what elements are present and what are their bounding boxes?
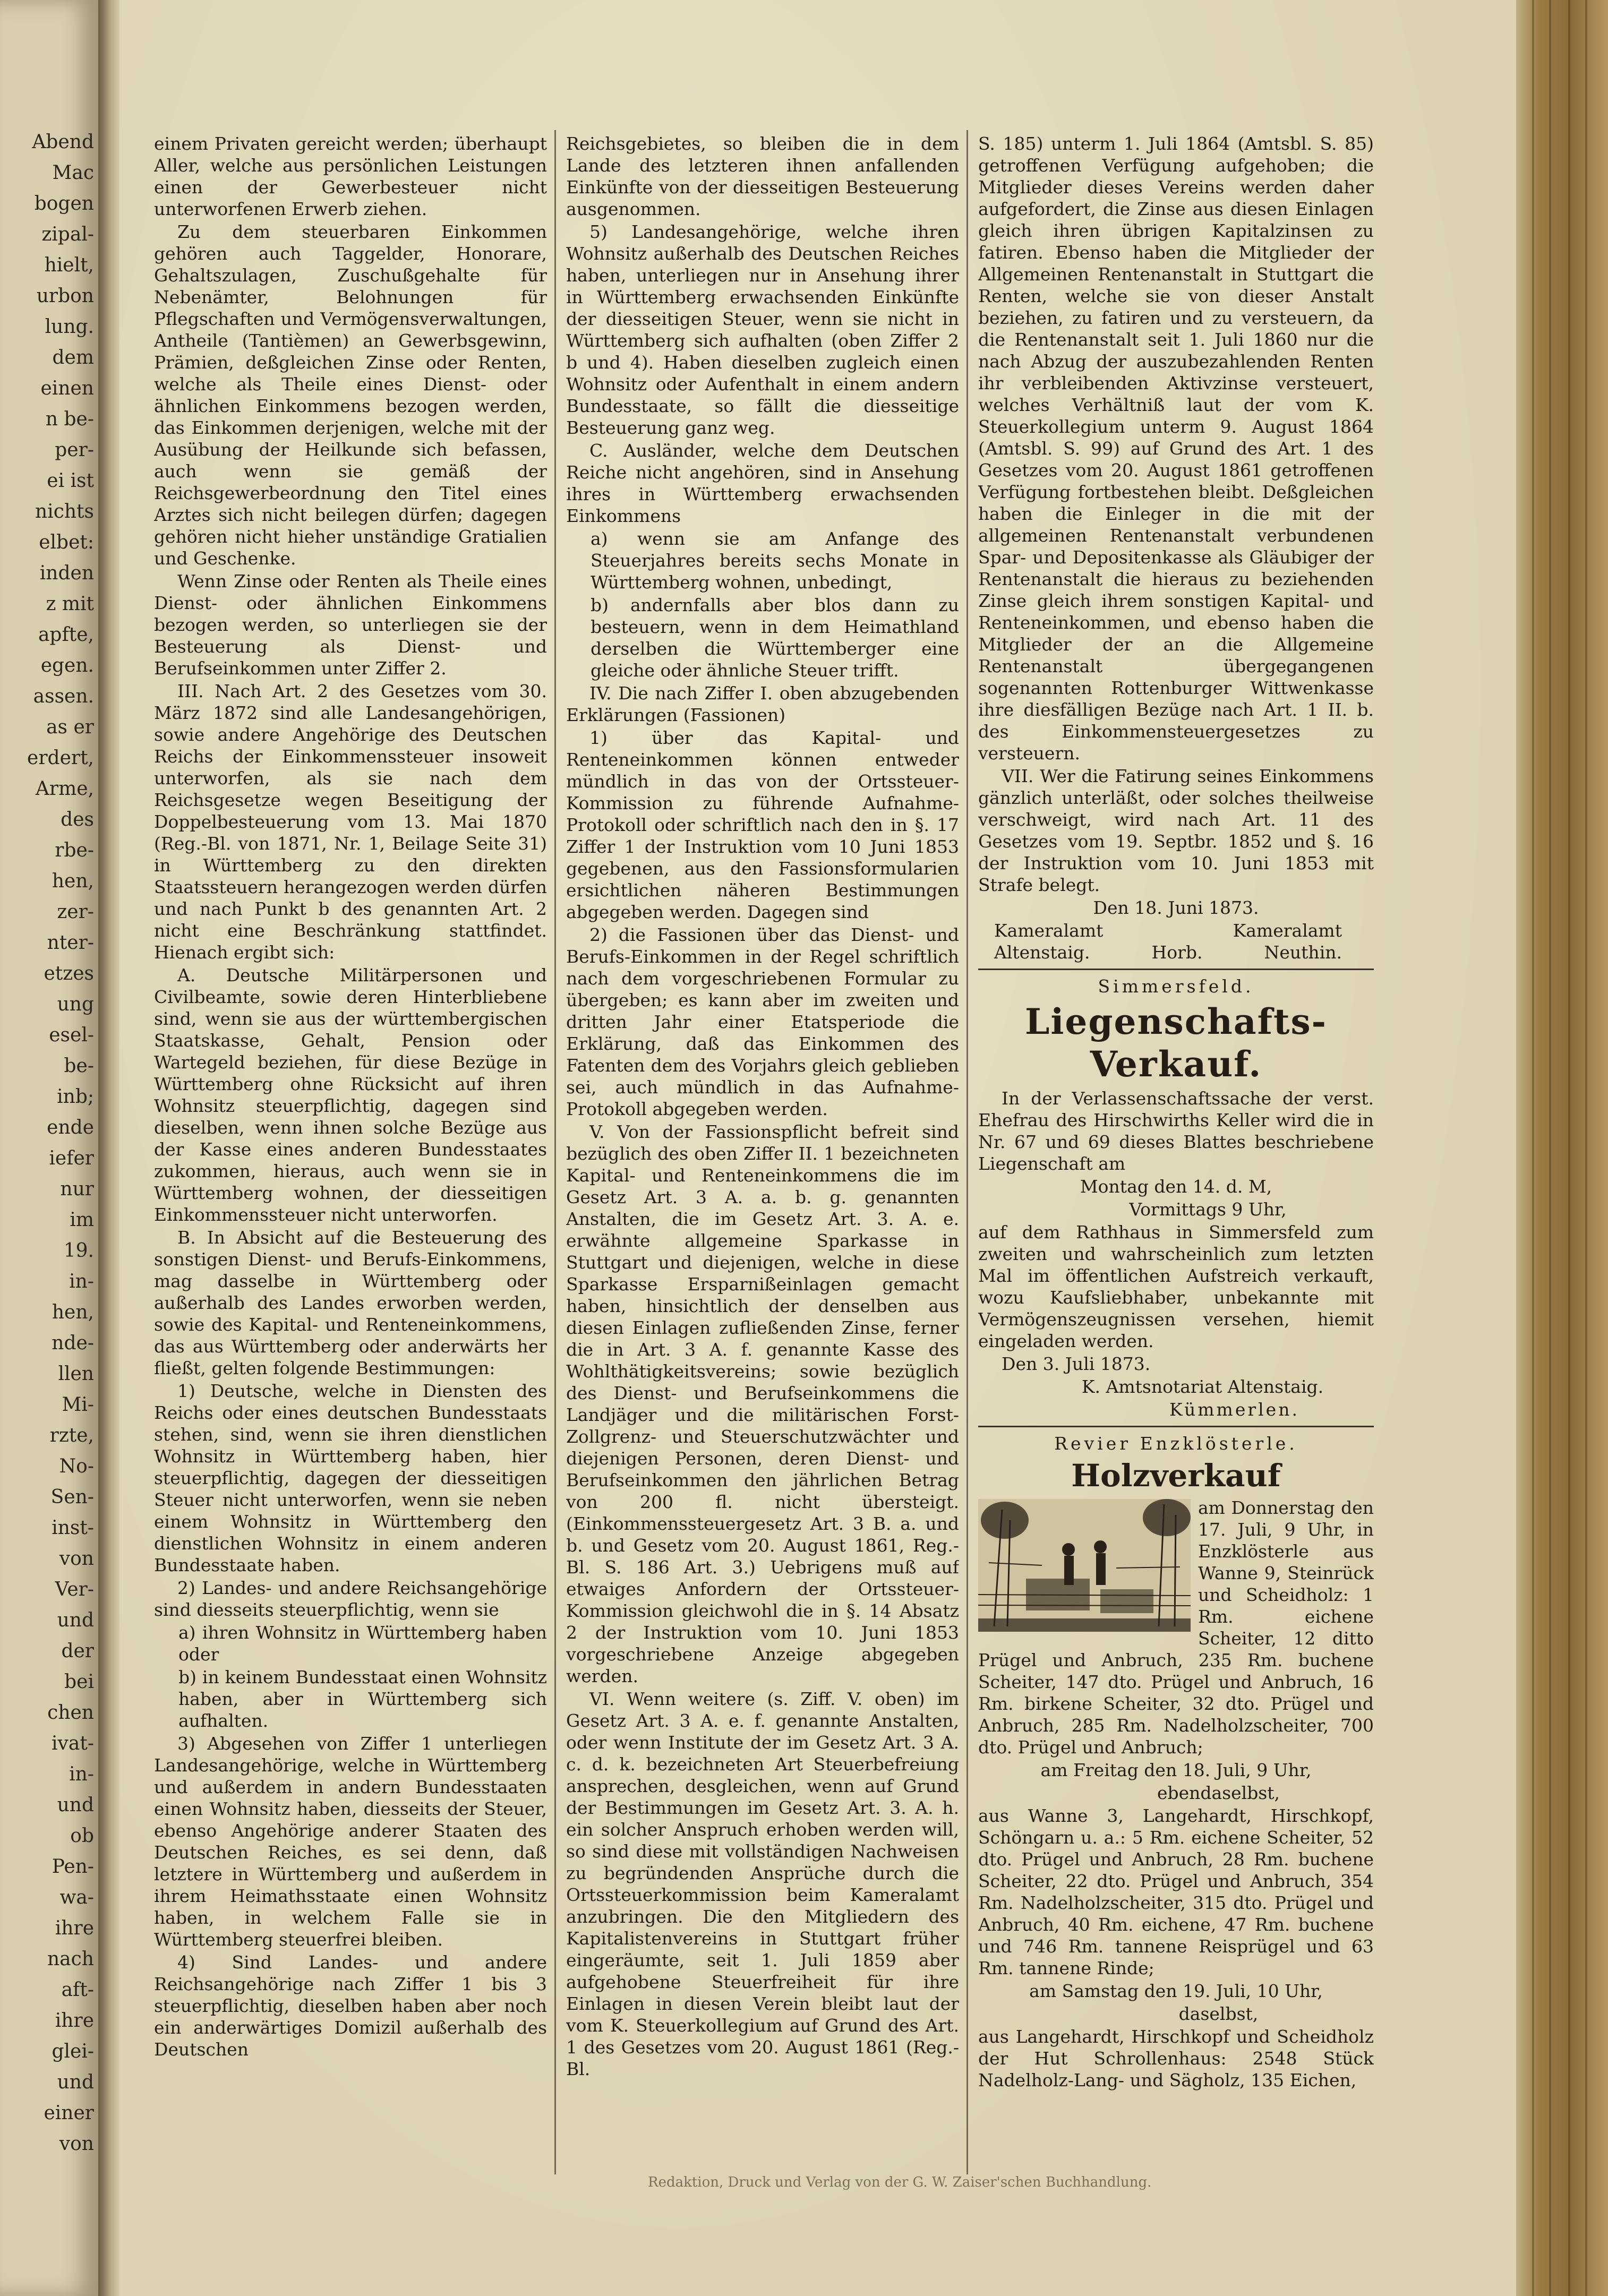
- adjacent-page-fragment: etzes: [44, 963, 94, 984]
- col2-paragraph: 2) die Fassionen über das Dienst- und Berufs-Einkommen in der Regel schriftlich nach dem vorgeschriebenen Formular zu übergeben; es kann aber im zweiten und dritten Jahr einer Etatsperiode die Erklärung, daß das Einkommen des Fatenten dem des Vorjahrs gleich geblieben sei, auch mündlich in das Aufnahme-Protokoll abgegeben werden.: [566, 924, 959, 1119]
- col2-paragraph: 1) über das Kapital- und Renteneinkommen können entweder mündlich in das von der Ortssteuer-Kommission zu führende Aufnahme-Protokoll oder schriftlich nach den in §. 17 Ziffer 1 der Instruktion vom 10 Juni 1853 gegebenen, aus den Fassionsformularien ersichtlichen näheren Bestimmungen abgegeben werden. Dagegen sind: [566, 727, 959, 922]
- col1-paragraph: a) ihren Wohnsitz in Württemberg haben oder: [178, 1622, 547, 1665]
- adjacent-page-fragment: hen,: [52, 1301, 94, 1323]
- column-2: [566, 133, 959, 2172]
- adjacent-page-fragment: und: [57, 1794, 94, 1816]
- col2-paragraph: 5) Landesangehörige, welche ihren Wohnsitz außerhalb des Deutschen Reiches haben, unterliegen nur in Ansehung ihrer in Württemberg erwachsenden Einkünfte der diesseitigen Steuer, wenn sie nicht in Württemberg sich aufhalten (oben Ziffer 2 b und 4). Haben dieselben zugleich einen Wohnsitz oder Aufenthalt in einem andern Bundesstaate, so fällt die diesseitige Besteuerung ganz weg.: [566, 221, 959, 438]
- adjacent-page-fragment: inst-: [52, 1517, 94, 1539]
- col2-paragraph: C. Ausländer, welche dem Deutschen Reiche nicht angehören, sind in Ansehung ihres in Württemberg erwachsenden Einkommens: [566, 440, 959, 526]
- col1-paragraph: 1) Deutsche, welche in Diensten des Reichs oder eines deutschen Bundesstaats stehen, sind, wenn sie ihren dienstlichen Wohnsitz in Württemberg haben, hier steuerpflichtig, dagegen der diesseitigen Steuer nicht unterworfen, wenn sie neben einem Wohnsitz in Württemberg den dienstlichen Wohnsitz in einem anderen Bundesstaate haben.: [154, 1381, 547, 1575]
- adjacent-page-fragment: rzte,: [49, 1425, 94, 1446]
- col2-paragraph: a) wenn sie am Anfange des Steuerjahres bereits sechs Monate in Württemberg wohnen, unbedingt,: [591, 528, 959, 593]
- adjacent-page-fragment: einen: [40, 378, 94, 399]
- adjacent-page-fragment: im: [70, 1209, 94, 1231]
- col3-paragraph: S. 185) unterm 1. Juli 1864 (Amtsbl. S. 85) getroffenen Verfügung aufgehoben; die Mitglieder dieses Vereins werden daher aufgefordert, die Zinse aus diesen Einlagen gleich ihren übrigen Kapitalzinsen zu fatiren. Ebenso haben die Mitglieder der Allgemeinen Rentenanstalt in Stuttgart die Renten, welche sie von dieser Anstalt beziehen, zu fatiren und zu versteuern, da die Rentenanstalt seit 1. Juli 1860 nur die nach Abzug der auszubezahlenden Renten ihr verbleibenden Aktivzinse versteuert, welches Verhältniß laut der vom K. Steuerkollegium unterm 9. August 1864 (Amtsbl. S. 99) auf Grund des Art. 1 des Gesetzes vom 20. August 1861 getroffenen Verfügung fortbestehen bleibt. Deßgleichen haben die Einleger in die mit der allgemeinen Rentenanstalt verbundenen Spar- und Depositenkasse als Gläubiger der Rentenanstalt die hieraus zu beziehenden Zinse gleich ihrem sonstigen Kapital- und Renteneinkommen, und ebenso haben die Mitglieder der an die Allgemeine Rentenanstalt übergegangenen sogenannten Rottenburger Wittwenkasse ihre diesfälligen Bezüge nach Art. 1 II. b. des Einkommensteuergesetzes zu versteuern.: [978, 133, 1374, 764]
- adjacent-page-fragment: ob: [70, 1825, 94, 1847]
- adjacent-page-fragment: 19.: [63, 1240, 94, 1262]
- col1-paragraph: 3) Abgesehen von Ziffer 1 unterliegen Landesangehörige, welche in Württemberg und außerdem in andern Bundesstaaten einen Wohnsitz haben, diesseits der Steuer, ebenso Angehörige anderer Staaten des Deutschen Reiches, es sei denn, daß letztere in Württemberg und außerdem in ihrem Heimathsstaate einen Wohnsitz haben, in welchem Falle sie in Württemberg steuerfrei bleiben.: [154, 1733, 547, 1950]
- adjacent-page-fragment: per-: [55, 439, 94, 461]
- col1-paragraph: B. In Absicht auf die Besteuerung des sonstigen Dienst- und Berufs-Einkommens, mag dasselbe in Württemberg oder außerhalb des Landes erworben werden, sowie des Kapital- und Renteneinkommens, das aus Württemberg oder anderwärts her fließt, gelten folgende Bestimmungen:: [154, 1227, 547, 1378]
- adjacent-page-fragment: iefer: [49, 1147, 94, 1169]
- sign-right-1: Kameralamt: [1233, 920, 1342, 941]
- adjacent-page-fragment: ei ist: [47, 470, 94, 492]
- adjacent-page-fragment: ung: [57, 993, 94, 1015]
- adjacent-page-fragment: dem: [52, 347, 94, 369]
- adjacent-page-fragment: des: [61, 809, 94, 830]
- divider: [978, 969, 1374, 970]
- adjacent-page-fragment: as er: [46, 716, 94, 738]
- adjacent-page-fragment: bogen: [34, 193, 94, 215]
- adjacent-page-fragment: von: [59, 2133, 94, 2155]
- adjacent-page-fragment: von: [59, 1548, 94, 1570]
- signature-block-2: [978, 941, 1374, 963]
- col1-paragraph: 2) Landes- und andere Reichsangehörige sind diesseits steuerpflichtig, wenn sie: [154, 1578, 547, 1620]
- adjacent-page-fragment: Abend: [32, 131, 94, 153]
- adjacent-page-fragment: nichts: [35, 501, 94, 522]
- book-gutter: [98, 0, 119, 2296]
- adjacent-page-fragment: der: [61, 1640, 94, 1662]
- col3-paragraph: am Freitag den 18. Juli, 9 Uhr,: [1040, 1760, 1312, 1780]
- col3-paragraph: ebendaselbst,: [1157, 1783, 1280, 1803]
- column-1: [154, 133, 547, 2172]
- adjacent-page-fragment: apfte,: [38, 624, 94, 646]
- adjacent-page-fragment: ivat-: [52, 1733, 94, 1754]
- notice-date: Den 3. Juli 1873.: [1002, 1353, 1151, 1374]
- adjacent-page-fragment: Mac: [52, 162, 94, 184]
- col3-paragraph: daselbst,: [1178, 2003, 1259, 2024]
- adjacent-page-fragment: und: [57, 2071, 94, 2093]
- adjacent-page-fragment: llen: [58, 1363, 94, 1385]
- adjacent-page-fragment: erdert,: [27, 747, 94, 769]
- adjacent-page-fragment: inb;: [57, 1086, 94, 1108]
- sign-left-1: Kameralamt: [994, 920, 1104, 941]
- adjacent-page-fragment: No-: [59, 1455, 94, 1477]
- adjacent-page-fragment: bei: [64, 1671, 94, 1693]
- sign-left-2: Altenstaig.: [994, 942, 1090, 963]
- notice-place: Simmersfeld.: [1098, 976, 1254, 997]
- adjacent-page-fragment: Pen-: [52, 1856, 94, 1878]
- col2-paragraph: b) andernfalls aber blos dann zu besteuern, wenn in dem Heimathland derselben die Württemberger eine gleiche oder ähnliche Steuer trifft.: [591, 595, 959, 681]
- notice-date: Den 18. Juni 1873.: [1093, 897, 1259, 918]
- col3-paragraph: aus Langehardt, Hirschkopf und Scheidholz der Hut Schrollenhaus: 2548 Stück Nadelholz-Lang- und Sägholz, 135 Eichen,: [978, 2026, 1374, 2091]
- adjacent-page-fragment: be-: [64, 1055, 94, 1077]
- col1-paragraph: Zu dem steuerbaren Einkommen gehören auch Taggelder, Honorare, Gehaltszulagen, Zuschußgehalte für Nebenämter, Belohnungen für Pflegschaften und Vermögensverwaltungen, Antheile (Tantièmen) an Gewerbsgewinn, Prämien, deßgleichen Zinse oder Renten, welche als Theile eines Dienst- oder ähnlichen Einkommens bezogen werden, das Einkommen derjenigen, welche mit der Ausübung der Heilkunde sich befassen, auch wenn sie gemäß der Reichsgewerbeordnung den Titel eines Arztes sich nicht beilegen dürfen; dagegen gehören nicht hieher unständige Gratialien und Geschenke.: [154, 221, 547, 569]
- adjacent-page-fragment: Sen-: [50, 1486, 94, 1508]
- col3-paragraph: aus Wanne 3, Langehardt, Hirschkopf, Schöngarn u. a.: 5 Rm. eichene Scheiter, 52 dto. Prügel und Anbruch, 28 Rm. buchene Scheiter, 22 dto. Prügel und Anbruch, 354 Rm. Nadelholzscheiter, 315 dto. Prügel und Anbruch, 40 Rm. eichene, 47 Rm. buchene und 746 Rm. tannene Reisprügel und 63 Rm. tannene Rinde;: [978, 1805, 1374, 1978]
- adjacent-page-fragment: ihre: [55, 1917, 94, 1939]
- adjacent-page-fragment: urbon: [36, 285, 94, 307]
- adjacent-page-edge: [0, 0, 98, 2296]
- col2-paragraph: VI. Wenn weitere (s. Ziff. V. oben) im Gesetz Art. 3 A. e. f. genannte Anstalten, oder wenn Institute der im Gesetz Art. 3 A. c. d. k. bezeichneten Art Steuerbefreiung ansprechen, desgleichen, wenn auf Grund der Bestimmungen im Gesetz Art. 3. A. h. ein solcher Anspruch erhoben werden will, so sind diese mit vollständigen Nachweisen zu begründenden Ansprüche durch die Ortssteuerkommission beim Kameralamt anzubringen. Die den Mitgliedern des Kapitalistenvereins in Stuttgart früher eingeräumte, seit 1. Juli 1859 aber aufgehobene Steuerfreiheit für ihre Einlagen in diesen Verein bleibt laut der vom K. Steuerkollegium auf Grund des Art. 1 des Gesetzes vom 20. August 1861 (Reg.-Bl.: [566, 1689, 959, 2079]
- adjacent-page-fragment: esel-: [49, 1024, 94, 1046]
- adjacent-page-fragment: nde-: [52, 1332, 94, 1354]
- adjacent-page-fragment: nter-: [47, 932, 94, 954]
- column-rule-1: [554, 130, 556, 2174]
- col1-paragraph: III. Nach Art. 2 des Gesetzes vom 30. März 1872 sind alle Landesangehörigen, sowie andere Angehörige des Deutschen Reichs der Einkommenssteuer insoweit unterworfen, als sie nach dem Reichsgesetze wegen Beseitigung der Doppelbesteuerung vom 13. Mai 1870 (Reg.-Bl. von 1871, Nr. 1, Beilage Seite 31) in Württemberg zu den direkten Staatssteuern herangezogen werden dürfen und nach Punkt b des genannten Art. 2 nicht eine Beschränkung stattfindet. Hienach ergibt sich:: [154, 681, 547, 963]
- adjacent-page-fragment: z mit: [46, 593, 94, 615]
- adjacent-page-fragment: inden: [39, 562, 94, 584]
- adjacent-page-fragment: glei-: [52, 2041, 94, 2062]
- col3-paragraph: In der Verlassenschaftssache der verst. Ehefrau des Hirschwirths Keller wird die in Nr. 67 und 69 dieses Blattes beschriebene Liegenschaft am: [978, 1088, 1374, 1174]
- col3-paragraph: am Samstag den 19. Juli, 10 Uhr,: [1029, 1981, 1323, 2001]
- signature-block: [978, 920, 1374, 941]
- adjacent-page-fragment: egen.: [40, 655, 94, 676]
- adjacent-page-fragment: in-: [69, 1763, 94, 1785]
- col1-paragraph: b) in keinem Bundesstaat einen Wohnsitz haben, aber in Württemberg sich aufhalten.: [178, 1667, 547, 1731]
- adjacent-page-fragment: n be-: [45, 408, 94, 430]
- adjacent-page-fragment: Ver-: [55, 1579, 94, 1600]
- notary-signature: K. Amtsnotariat Altenstaig.: [1081, 1376, 1324, 1397]
- col1-paragraph: A. Deutsche Militärpersonen und Civilbeamte, sowie deren Hinterbliebene sind, wenn sie aus der württembergischen Staatskasse, Gehalt, Pension oder Wartegeld beziehen, für diese Bezüge in Württemberg ohne Rücksicht auf ihren Wohnsitz steuerpflichtig, dagegen sind dieselben, wenn ihnen solche Bezüge aus der Kasse eines anderen Bundesstaates zukommen, hieraus, auch wenn sie in Württemberg wohnen, der diesseitigen Einkommenssteuer nicht unterworfen.: [154, 965, 547, 1225]
- adjacent-page-fragment: assen.: [33, 686, 94, 707]
- col3-paragraph: Vormittags 9 Uhr,: [1129, 1199, 1287, 1220]
- notice-heading: Holzverkauf: [1071, 1458, 1281, 1494]
- column-rule-2: [966, 130, 968, 2174]
- adjacent-page-fragment: einer: [44, 2102, 94, 2124]
- col3-paragraph: VII. Wer die Fatirung seines Einkommens gänzlich unterläßt, oder solches theilweise verschweigt, wird nach Art. 11 des Gesetzes vom 19. Septbr. 1852 und §. 16 der Instruktion vom 10. Juni 1853 mit Strafe belegt.: [978, 766, 1374, 895]
- divider: [978, 1426, 1374, 1427]
- notary-name: Kümmerlen.: [1169, 1399, 1299, 1420]
- col3-paragraph: Montag den 14. d. M,: [1080, 1176, 1272, 1197]
- imprint-footer: Redaktion, Druck und Verlag von der G. W. Zaiser'schen Buchhandlung.: [648, 2174, 1152, 2190]
- notice-heading: Liegenschafts-Verkauf.: [1024, 1001, 1328, 1085]
- adjacent-page-fragment: ende: [47, 1117, 94, 1138]
- book-page-edges: [1516, 0, 1608, 2296]
- adjacent-page-fragment: und: [57, 1609, 94, 1631]
- adjacent-page-fragment: hen,: [52, 870, 94, 892]
- adjacent-page-fragment: ihre: [55, 2010, 94, 2032]
- adjacent-page-fragment: aft-: [61, 1979, 94, 2001]
- adjacent-page-fragment: rbe-: [55, 839, 94, 861]
- sign-mid: Horb.: [1151, 942, 1203, 963]
- col1-paragraph: Wenn Zinse oder Renten als Theile eines Dienst- oder ähnlichen Einkommens bezogen werden, so unterliegen sie der Besteuerung als Dienst- und Berufseinkommen unter Ziffer 2.: [154, 571, 547, 679]
- adjacent-page-fragment: zipal-: [41, 224, 94, 245]
- adjacent-page-fragment: Arme,: [35, 778, 94, 800]
- adjacent-page-fragment: chen: [47, 1702, 94, 1724]
- notice-place: Revier Enzklösterle.: [1054, 1433, 1298, 1454]
- col3-paragraph: am Donnerstag den 17. Juli, 9 Uhr, in Enzklösterle aus Wanne 9, Steinrück und Scheidholz: 1 Rm. eichene Scheiter, 12 ditto Prügel und Anbruch, 235 Rm. buchene Scheiter, 147 dto. Prügel und Anbruch, 16 Rm. birkene Scheiter, 32 dto. Prügel und Anbruch, 285 Rm. Nadelholzscheiter, 700 dto. Prügel und Anbruch;: [978, 1497, 1374, 1758]
- col1-paragraph: einem Privaten gereicht werden; überhaupt Aller, welche aus persönlichen Leistungen einen der Gewerbesteuer nicht unterworfenen Erwerb ziehen.: [154, 133, 547, 219]
- adjacent-page-fragment: wa-: [59, 1887, 94, 1908]
- sign-right-2: Neuthin.: [1264, 942, 1342, 963]
- adjacent-page-fragment: in-: [69, 1271, 94, 1292]
- adjacent-page-fragment: hielt,: [44, 254, 94, 276]
- adjacent-page-fragment: zer-: [57, 901, 94, 923]
- column-3: [978, 133, 1374, 2172]
- adjacent-page-fragment: nach: [47, 1948, 94, 1970]
- adjacent-page-fragment: lung.: [45, 316, 94, 338]
- woodcut-illustration: [978, 1499, 1191, 1632]
- col2-paragraph: Reichsgebietes, so bleiben die in dem Lande des letzteren ihnen anfallenden Einkünfte von der diesseitigen Besteuerung ausgenommen.: [566, 133, 959, 219]
- col2-paragraph: V. Von der Fassionspflicht befreit sind bezüglich des oben Ziffer II. 1 bezeichneten Kapital- und Renteneinkommens die im Gesetz Art. 3 A. a. b. g. genannten Anstalten, die im Gesetz Art. 3. A. e. erwähnte allgemeine Sparkasse in Stuttgart und diejenigen, welche in diese Sparkasse Ersparnißeinlagen gemacht haben, hinsichtlich der denselben aus diesen Einlagen zufließenden Zinse, ferner die in Art. 3 A. f. genannte Kasse des Wohlthätigkeitsvereins; sowie bezüglich des Dienst- und Berufseinkommens die Landjäger und die militärischen Forst- Zollgrenz- und Steuerschutzwächter und diejenigen Personen, deren Dienst- und Berufseinkommen den jährlichen Betrag von 200 fl. nicht übersteigt. (Einkommenssteuergesetz Art. 3 B. a. und b. und Gesetz vom 20. August 1861, Reg.-Bl. S. 186 Art. 3.) Uebrigens muß auf etwaiges Anfordern der Ortssteuer-Kommission gleichwohl die in §. 14 Absatz 2 der Instruktion vom 10. Juni 1853 vorgeschriebene Anzeige abgegeben werden.: [566, 1121, 959, 1686]
- col3-paragraph: auf dem Rathhaus in Simmersfeld zum zweiten und wahrscheinlich zum letzten Mal im öffentlichen Aufstreich verkauft, wozu Kaufsliebhaber, unbekannte mit Vermögenszeugnissen versehen, hiemit eingeladen werden.: [978, 1222, 1374, 1351]
- col1-paragraph: 4) Sind Landes- und andere Reichsangehörige nach Ziffer 1 bis 3 steuerpflichtig, dieselben haben aber noch ein anderwärtiges Domizil außerhalb des Deutschen: [154, 1952, 547, 2060]
- adjacent-page-fragment: Mi-: [62, 1394, 94, 1416]
- adjacent-page-fragment: elbet:: [39, 532, 94, 553]
- adjacent-page-fragment: nur: [60, 1178, 94, 1200]
- col2-paragraph: IV. Die nach Ziffer I. oben abzugebenden Erklärungen (Fassionen): [566, 683, 959, 725]
